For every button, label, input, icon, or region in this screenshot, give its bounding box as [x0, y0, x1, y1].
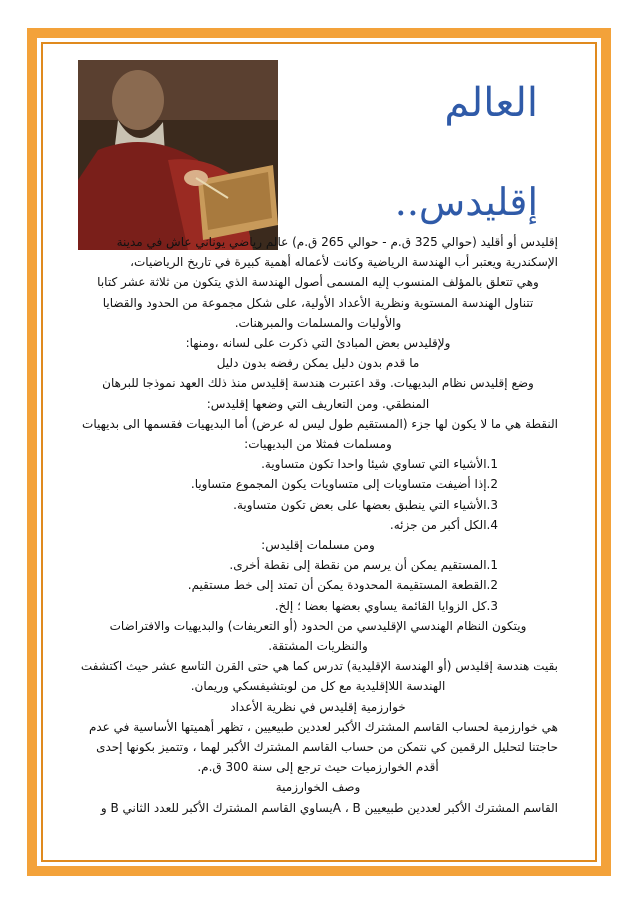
text-line: وهي تتعلق بالمؤلف المنسوب إليه المسمى أصول الهندسة الذي يتكون من ثلاثة عشر كتابا	[97, 275, 539, 290]
text-line: ومسلمات فمثلا من البديهيات:	[244, 437, 392, 452]
text-line: الإسكندرية ويعتبر أب الهندسة الرياضية وكانت لأعماله أهمية كبيرة في تاريخ الرياضيات،	[130, 255, 558, 270]
text-line: بقيت هندسة إقليدس (أو الهندسة الإقليدية) تدرس كما هي حتى القرن التاسع عشر حيث اكتشفت	[80, 659, 558, 674]
text-line: وصف الخوارزمية	[275, 780, 361, 795]
article-body	[78, 232, 558, 818]
text-line: النقطة هي ما لا يكون لها جزء (المستقيم طول ليس له عرض) أما البديهيات فقسمها الى بديهيات	[82, 416, 558, 431]
text-line: والأوليات والمسلمات والمبرهنات.	[234, 315, 402, 330]
page-title: العالم	[444, 80, 538, 126]
text-line: الهندسة اللاإقليدية مع كل من لوبتشيفسكي وريمان.	[190, 679, 446, 694]
text-line: ويتكون النظام الهندسي الإقليدسي من الحدود (أو التعريفات) والبديهيات والافتراضات	[109, 618, 527, 633]
text-line: 2.القطعة المستقيمة المحدودة يمكن أن تمتد إلى خط مستقيم.	[187, 578, 498, 593]
text-line: ولإقليدس بعض المبادئ التي ذكرت على لسانه ،ومنها:	[185, 336, 451, 351]
text-line: 1.المستقيم يمكن أن يرسم من نقطة إلى نقطة أخرى.	[229, 558, 498, 573]
portrait-illustration	[78, 60, 278, 250]
text-line: القاسم المشترك الأكبر لعددين طبيعيين A ، Bيساوي القاسم المشترك الأكبر للعدد الثاني B و	[100, 800, 558, 815]
text-line: ما قدم بدون دليل يمكن رفضه بدون دليل	[216, 356, 420, 371]
text-line: إقليدس أو أقليد (حوالي 325 ق.م - حوالي 265 ق.م) عالم رياضي يوناني عاش في مدينة	[116, 235, 558, 249]
text-line: 3.الأشياء التي ينطبق بعضها على بعض تكون متساوية.	[233, 497, 498, 512]
text-line: 3.كل الزوايا القائمة يساوي بعضها بعضا ؛ إلخ.	[274, 598, 498, 613]
text-line: 1.الأشياء التي تساوي شيئا واحدا تكون متساوية.	[261, 457, 498, 472]
text-line: 4.الكل أكبر من جزئه.	[389, 517, 498, 532]
text-line: أقدم الخوارزميات حيث ترجع إلى سنة 300 ق.م.	[197, 760, 439, 775]
text-line: 2.إذا أضيفت متساويات إلى متساويات يكون المجموع متساويا.	[190, 477, 498, 492]
text-line: هي خوارزمية لحساب القاسم المشترك الأكبر لعددين طبيعيين ، تظهر أهميتها الأساسية في عدم	[88, 719, 558, 734]
text-line: وضع إقليدس نظام البديهيات. وقد اعتبرت هندسة إقليدس منذ ذلك العهد نموذجا للبرهان	[102, 376, 534, 391]
text-line: تتناول الهندسة المستوية ونظرية الأعداد الأولية، على شكل مجموعة من الحدود والقضايا	[102, 295, 534, 310]
euclid-portrait-image	[78, 60, 278, 250]
text-line: حاجتنا لتحليل الرقمين كي نتمكن من حساب القاسم المشترك الأكبر لهما ، وتتميز بكونها إحدى	[96, 740, 558, 755]
text-line: خوارزمية إقليدس في نظرية الأعداد	[230, 699, 406, 714]
page-subtitle: إقليدس..	[394, 180, 538, 224]
text-line: والنظريات المشتقة.	[268, 639, 368, 654]
text-line: ومن مسلمات إقليدس:	[261, 538, 375, 553]
text-line: المنطقي. ومن التعاريف التي وضعها إقليدس:	[206, 396, 430, 411]
